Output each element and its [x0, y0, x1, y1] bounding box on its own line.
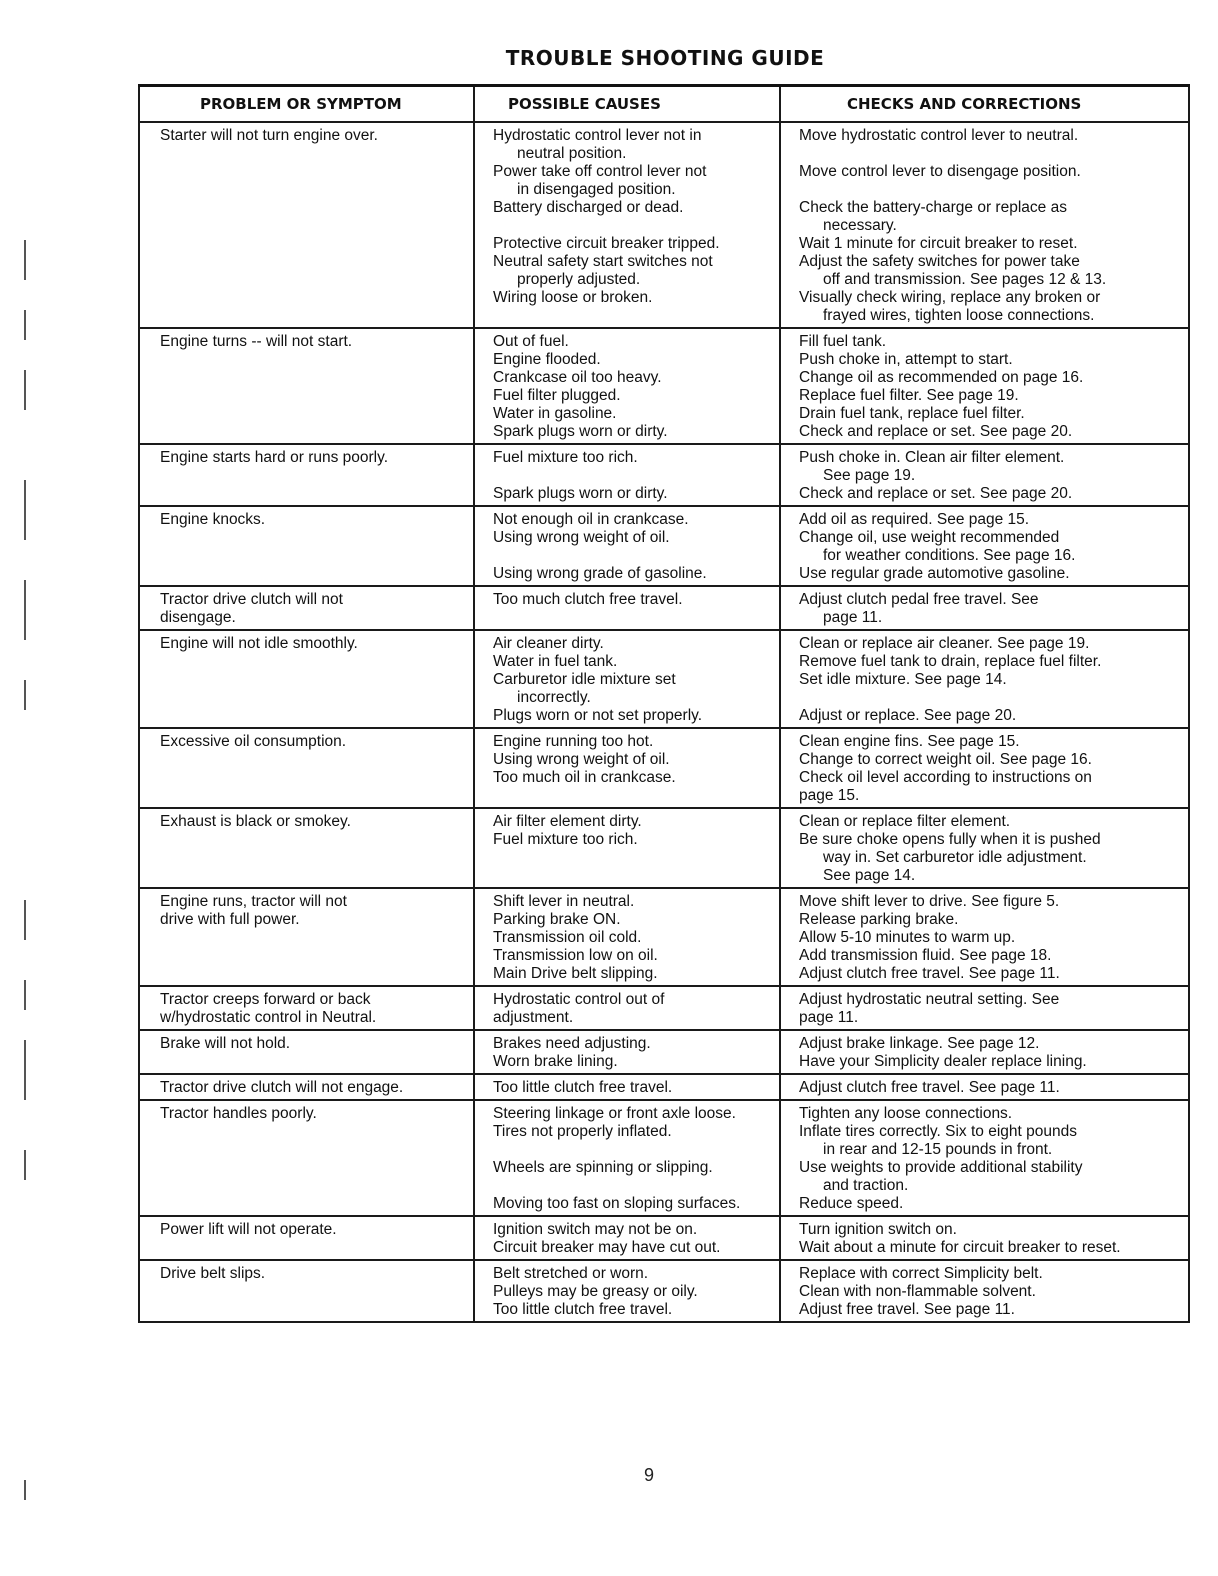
cause-text: Wiring loose or broken. [493, 289, 653, 306]
check-text: Use weights to provide additional stability [799, 1159, 1083, 1176]
page-title: TROUBLE SHOOTING GUIDE [505, 46, 825, 70]
cause-text: Engine flooded. [493, 351, 601, 368]
problem-cell [139, 122, 474, 328]
check-text: Check and replace or set. See page 20. [799, 485, 1073, 502]
check-text: Clean engine fins. See page 15. [799, 733, 1020, 750]
check-text: Add transmission fluid. See page 18. [799, 947, 1052, 964]
cause-text: Plugs worn or not set properly. [493, 707, 703, 724]
problem-text: Engine turns -- will not start. [160, 333, 353, 350]
causes-cell [474, 728, 780, 808]
cause-text: Out of fuel. [493, 333, 569, 350]
check-text: Check the battery-charge or replace as [799, 199, 1067, 216]
check-text: Check and replace or set. See page 20. [799, 423, 1073, 440]
table-row [139, 444, 1189, 506]
problem-text: w/hydrostatic control in Neutral. [160, 1009, 377, 1026]
table-header-row [139, 86, 1189, 123]
problem-text: Engine knocks. [160, 511, 266, 528]
problem-text: drive with full power. [160, 911, 300, 928]
table-row [139, 888, 1189, 986]
cause-text: Transmission oil cold. [493, 929, 642, 946]
table-row [139, 630, 1189, 728]
check-text: Adjust hydrostatic neutral setting. See [799, 991, 1060, 1008]
check-text: Replace fuel filter. See page 19. [799, 387, 1019, 404]
check-text: Wait about a minute for circuit breaker to reset. [799, 1239, 1121, 1256]
cause-text: Pulleys may be greasy or oily. [493, 1283, 698, 1300]
cause-text: Shift lever in neutral. [493, 893, 635, 910]
causes-cell [474, 986, 780, 1030]
cause-text: Wheels are spinning or slipping. [493, 1159, 713, 1176]
problem-text: Exhaust is black or smokey. [160, 813, 351, 830]
checks-cell [780, 728, 1189, 808]
checks-cell [780, 1260, 1189, 1322]
check-text: Use regular grade automotive gasoline. [799, 565, 1070, 582]
cause-text: Ignition switch may not be on. [493, 1221, 698, 1238]
check-text: Have your Simplicity dealer replace lining. [799, 1053, 1087, 1070]
problem-cell [139, 586, 474, 630]
page-number: 9 [644, 1465, 655, 1485]
check-text: Move shift lever to drive. See figure 5. [799, 893, 1060, 910]
problem-cell [139, 444, 474, 506]
cause-text: Power take off control lever not [493, 163, 707, 180]
scan-margin-marks [24, 60, 28, 1560]
check-text: Check oil level according to instructions on [799, 769, 1092, 786]
cause-text: Too much clutch free travel. [493, 591, 683, 608]
checks-cell [780, 328, 1189, 444]
problem-text: Power lift will not operate. [160, 1221, 337, 1238]
check-text: way in. Set carburetor idle adjustment. [823, 849, 1087, 866]
cause-text: Air cleaner dirty. [493, 635, 604, 652]
troubleshooting-table [138, 84, 1190, 1323]
problem-text: Tractor drive clutch will not engage. [160, 1079, 404, 1096]
checks-cell [780, 586, 1189, 630]
causes-cell [474, 888, 780, 986]
cause-text: Transmission low on oil. [493, 947, 658, 964]
causes-cell [474, 1260, 780, 1322]
table-row [139, 122, 1189, 328]
cause-text: Moving too fast on sloping surfaces. [493, 1195, 741, 1212]
column-header-checks: CHECKS AND CORRECTIONS [780, 86, 1189, 123]
check-text: Release parking brake. [799, 911, 959, 928]
check-text: page 11. [799, 1009, 859, 1026]
cause-text: Carburetor idle mixture set [493, 671, 676, 688]
check-text: Push choke in, attempt to start. [799, 351, 1013, 368]
check-text: Change oil as recommended on page 16. [799, 369, 1084, 386]
problem-text: Excessive oil consumption. [160, 733, 347, 750]
causes-cell [474, 122, 780, 328]
cause-text: incorrectly. [517, 689, 591, 706]
check-text: Adjust clutch free travel. See page 11. [799, 965, 1060, 982]
cause-text: adjustment. [493, 1009, 574, 1026]
problem-text: Engine starts hard or runs poorly. [160, 449, 389, 466]
problem-text: Engine will not idle smoothly. [160, 635, 358, 652]
cause-text: Spark plugs worn or dirty. [493, 423, 668, 440]
cause-text: Using wrong grade of gasoline. [493, 565, 707, 582]
cause-text: neutral position. [517, 145, 627, 162]
cause-text: Parking brake ON. [493, 911, 621, 928]
check-text: See page 14. [823, 867, 916, 884]
problem-cell [139, 1260, 474, 1322]
cause-text: properly adjusted. [517, 271, 641, 288]
table-row [139, 1216, 1189, 1260]
check-text: Fill fuel tank. [799, 333, 887, 350]
check-text: See page 19. [823, 467, 916, 484]
checks-cell [780, 444, 1189, 506]
cause-text: Air filter element dirty. [493, 813, 642, 830]
check-text: Adjust or replace. See page 20. [799, 707, 1017, 724]
cause-text: Hydrostatic control out of [493, 991, 665, 1008]
cause-text: Fuel mixture too rich. [493, 831, 638, 848]
table-row [139, 986, 1189, 1030]
cause-text: Water in fuel tank. [493, 653, 618, 670]
cause-text: Tires not properly inflated. [493, 1123, 672, 1140]
checks-cell [780, 1216, 1189, 1260]
problem-cell [139, 630, 474, 728]
check-text: Change to correct weight oil. See page 16. [799, 751, 1092, 768]
check-text: Clean or replace filter element. [799, 813, 1011, 830]
table-row [139, 328, 1189, 444]
check-text: Adjust free travel. See page 11. [799, 1301, 1015, 1318]
problem-text: Tractor handles poorly. [160, 1105, 317, 1122]
check-text: Adjust clutch pedal free travel. See [799, 591, 1039, 608]
causes-cell [474, 1216, 780, 1260]
problem-cell [139, 728, 474, 808]
check-text: Drain fuel tank, replace fuel filter. [799, 405, 1025, 422]
problem-text: Drive belt slips. [160, 1265, 266, 1282]
check-text: Inflate tires correctly. Six to eight pounds [799, 1123, 1077, 1140]
checks-cell [780, 122, 1189, 328]
problem-cell [139, 1074, 474, 1100]
table-row [139, 1074, 1189, 1100]
check-text: Remove fuel tank to drain, replace fuel filter. [799, 653, 1102, 670]
table-row [139, 1100, 1189, 1216]
checks-cell [780, 1030, 1189, 1074]
check-text: Reduce speed. [799, 1195, 904, 1212]
cause-text: Battery discharged or dead. [493, 199, 684, 216]
check-text: page 15. [799, 787, 860, 804]
cause-text: Belt stretched or worn. [493, 1265, 649, 1282]
cause-text: Fuel filter plugged. [493, 387, 621, 404]
check-text: Move hydrostatic control lever to neutral. [799, 127, 1079, 144]
problem-text: Engine runs, tractor will not [160, 893, 347, 910]
problem-cell [139, 328, 474, 444]
causes-cell [474, 1100, 780, 1216]
table-row [139, 1030, 1189, 1074]
check-text: page 11. [823, 609, 883, 626]
check-text: Tighten any loose connections. [799, 1105, 1013, 1122]
check-text: Push choke in. Clean air filter element. [799, 449, 1065, 466]
cause-text: Water in gasoline. [493, 405, 617, 422]
column-header-causes: POSSIBLE CAUSES [474, 86, 780, 123]
cause-text: Neutral safety start switches not [493, 253, 713, 270]
cause-text: Using wrong weight of oil. [493, 529, 670, 546]
problem-text: Starter will not turn engine over. [160, 127, 378, 144]
problem-cell [139, 1100, 474, 1216]
cause-text: Using wrong weight of oil. [493, 751, 670, 768]
check-text: Adjust the safety switches for power take [799, 253, 1080, 270]
cause-text: Worn brake lining. [493, 1053, 618, 1070]
checks-cell [780, 888, 1189, 986]
problem-text: Tractor drive clutch will not [160, 591, 343, 608]
table-row [139, 506, 1189, 586]
cause-text: Brakes need adjusting. [493, 1035, 651, 1052]
problem-text: Brake will not hold. [160, 1035, 291, 1052]
check-text: Turn ignition switch on. [799, 1221, 957, 1238]
check-text: for weather conditions. See page 16. [823, 547, 1076, 564]
check-text: Clean or replace air cleaner. See page 19. [799, 635, 1090, 652]
table-row [139, 586, 1189, 630]
problem-cell [139, 888, 474, 986]
table-body [139, 122, 1189, 1322]
causes-cell [474, 586, 780, 630]
cause-text: Fuel mixture too rich. [493, 449, 638, 466]
causes-cell [474, 630, 780, 728]
check-text: Move control lever to disengage position. [799, 163, 1081, 180]
cause-text: Engine running too hot. [493, 733, 654, 750]
cause-text: in disengaged position. [517, 181, 676, 198]
column-header-problem: PROBLEM OR SYMPTOM [139, 86, 474, 123]
causes-cell [474, 1074, 780, 1100]
check-text: Adjust clutch free travel. See page 11. [799, 1079, 1060, 1096]
check-text: frayed wires, tighten loose connections. [823, 307, 1095, 324]
check-text: off and transmission. See pages 12 & 13. [823, 271, 1107, 288]
cause-text: Circuit breaker may have cut out. [493, 1239, 721, 1256]
problem-cell [139, 808, 474, 888]
cause-text: Spark plugs worn or dirty. [493, 485, 668, 502]
check-text: in rear and 12-15 pounds in front. [823, 1141, 1053, 1158]
cause-text: Steering linkage or front axle loose. [493, 1105, 736, 1122]
problem-text: Tractor creeps forward or back [160, 991, 371, 1008]
check-text: Change oil, use weight recommended [799, 529, 1060, 546]
check-text: Set idle mixture. See page 14. [799, 671, 1007, 688]
check-text: Wait 1 minute for circuit breaker to reset. [799, 235, 1078, 252]
causes-cell [474, 444, 780, 506]
cause-text: Protective circuit breaker tripped. [493, 235, 720, 252]
cause-text: Hydrostatic control lever not in [493, 127, 702, 144]
problem-cell [139, 1216, 474, 1260]
check-text: necessary. [823, 217, 897, 234]
check-text: Visually check wiring, replace any broken or [799, 289, 1101, 306]
cause-text: Main Drive belt slipping. [493, 965, 658, 982]
check-text: Be sure choke opens fully when it is pushed [799, 831, 1101, 848]
checks-cell [780, 630, 1189, 728]
checks-cell [780, 1100, 1189, 1216]
check-text: Adjust brake linkage. See page 12. [799, 1035, 1040, 1052]
cause-text: Too little clutch free travel. [493, 1079, 673, 1096]
cause-text: Not enough oil in crankcase. [493, 511, 689, 528]
causes-cell [474, 1030, 780, 1074]
check-text: Clean with non-flammable solvent. [799, 1283, 1036, 1300]
problem-cell [139, 986, 474, 1030]
check-text: Add oil as required. See page 15. [799, 511, 1030, 528]
checks-cell [780, 808, 1189, 888]
causes-cell [474, 808, 780, 888]
check-text: Allow 5-10 minutes to warm up. [799, 929, 1016, 946]
checks-cell [780, 1074, 1189, 1100]
check-text: and traction. [823, 1177, 909, 1194]
problem-cell [139, 1030, 474, 1074]
table-row [139, 808, 1189, 888]
problem-text: disengage. [160, 609, 236, 626]
cause-text: Too little clutch free travel. [493, 1301, 673, 1318]
cause-text: Crankcase oil too heavy. [493, 369, 662, 386]
problem-cell [139, 506, 474, 586]
checks-cell [780, 986, 1189, 1030]
check-text: Replace with correct Simplicity belt. [799, 1265, 1043, 1282]
table-row [139, 1260, 1189, 1322]
checks-cell [780, 506, 1189, 586]
table-row [139, 728, 1189, 808]
cause-text: Too much oil in crankcase. [493, 769, 676, 786]
causes-cell [474, 328, 780, 444]
causes-cell [474, 506, 780, 586]
